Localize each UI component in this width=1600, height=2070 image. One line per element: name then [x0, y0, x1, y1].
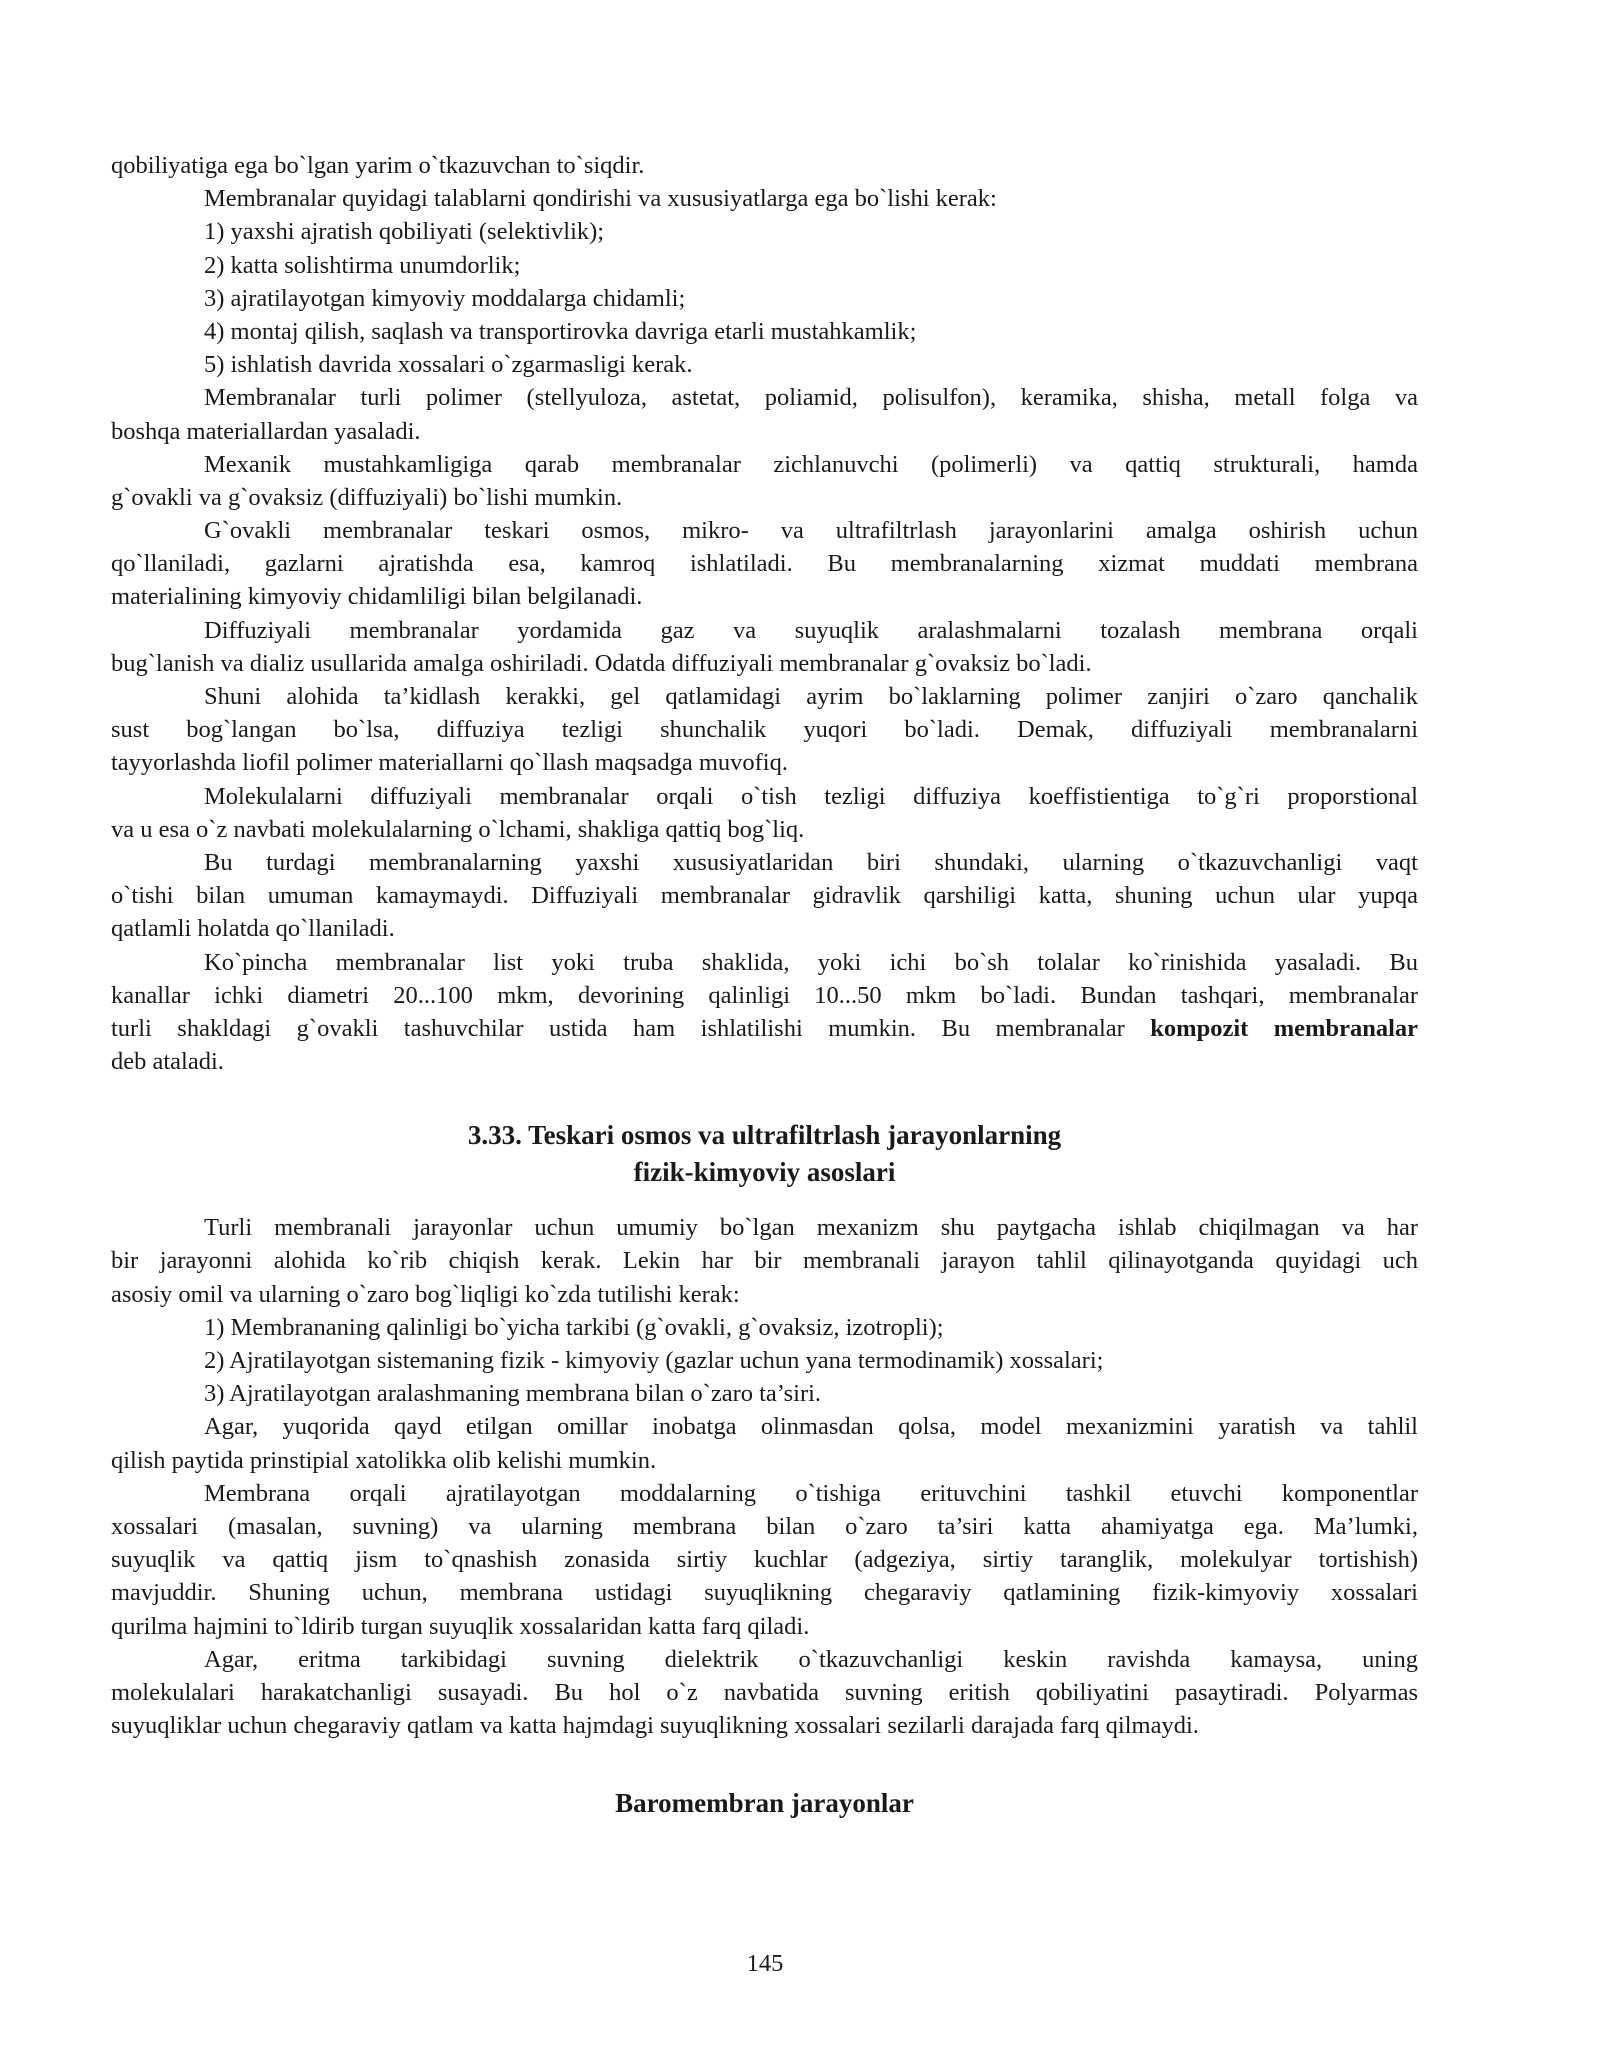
paragraph-line: Bu turdagi membranalarning yaxshi xususiyatlaridan biri shundaki, ularning o`tkazuvchanligi vaqt	[204, 848, 1418, 876]
paragraph-line: g`ovakli va g`ovaksiz (diffuziyali) bo`lishi mumkin.	[111, 483, 623, 511]
list-item: 3) Ajratilayotgan aralashmaning membrana bilan o`zaro ta’siri.	[204, 1380, 822, 1408]
paragraph-line	[111, 1012, 1418, 1045]
list-item: 3) ajratilayotgan kimyoviy moddalarga chidamli;	[204, 284, 686, 312]
paragraph-line: Membrana orqali ajratilayotgan moddalarning o`tishiga erituvchini tashkil etuvchi komponentlar	[204, 1479, 1418, 1507]
list-item: 1) yaxshi ajratish qobiliyati (selektivlik);	[204, 218, 605, 246]
subsection-title: Baromembran jarayonlar	[615, 1788, 914, 1819]
page-body	[111, 149, 1418, 1822]
paragraph-line: deb ataladi.	[111, 1048, 224, 1076]
list-item: 5) ishlatish davrida xossalari o`zgarmasligi kerak.	[204, 351, 693, 379]
list-item: 1) Membrananing qalinligi bo`yicha tarkibi (g`ovakli, g`ovaksiz, izotropli);	[204, 1313, 944, 1341]
paragraph-line: va u esa o`z navbati molekulalarning o`lchami, shakliga qattiq bog`liq.	[111, 815, 805, 843]
paragraph-line: qobiliyatiga ega bo`lgan yarim o`tkazuvchan to`siqdir.	[111, 152, 645, 179]
paragraph-line: Mexanik mustahkamligiga qarab membranalar zichlanuvchi (polimerli) va qattiq strukturali, hamda	[204, 450, 1418, 478]
paragraph-line: Turli membranali jarayonlar uchun umumiy bo`lgan mexanizm shu paytgacha ishlab chiqilmagan va har	[204, 1214, 1418, 1242]
requirements-list	[111, 215, 1418, 381]
paragraph-line: sust bog`langan bo`lsa, diffuziya tezligi shunchalik yuqori bo`ladi. Demak, diffuziyali membranalarni	[111, 716, 1418, 744]
paragraph-line: Agar, eritma tarkibidagi suvning dielektrik o`tkazuvchanligi keskin ravishda kamaysa, uning	[204, 1645, 1418, 1673]
list-item: 4) montaj qilish, saqlash va transportirovka davriga etarli mustahkamlik;	[204, 317, 917, 345]
paragraph-line: tayyorlashda liofil polimer materiallarni qo`llash maqsadga muvofiq.	[111, 749, 788, 777]
paragraph-line: bir jarayonni alohida ko`rib chiqish kerak. Lekin har bir membranali jarayon tahlil qilinayotganda quyidagi uch	[111, 1247, 1418, 1275]
paragraph-line: Diffuziyali membranalar yordamida gaz va suyuqlik aralashmalarni tozalash membrana orqali	[204, 616, 1418, 644]
paragraph-line: mavjuddir. Shuning uchun, membrana ustidagi suyuqlikning chegaraviy qatlamining fizik-kimyoviy xossalari	[111, 1579, 1418, 1607]
factors-list	[111, 1311, 1418, 1411]
paragraph-turli	[111, 1211, 1418, 1311]
bold-term: kompozit membranalar	[1150, 1014, 1419, 1042]
page-number: 145	[746, 1950, 784, 1977]
paragraph-line: kanallar ichki diametri 20...100 mkm, devorining qalinligi 10...50 mkm bo`ladi. Bundan tashqari, membranalar	[111, 981, 1418, 1009]
paragraph-agar2	[111, 1643, 1418, 1743]
paragraph-line: qilish paytida prinstipial xatolikka olib kelishi mumkin.	[111, 1446, 657, 1474]
paragraph-govakli	[111, 514, 1418, 614]
list-item: 2) Ajratilayotgan sistemaning fizik - kimyoviy (gazlar uchun yana termodinamik) xossalari;	[204, 1347, 1104, 1374]
paragraph-line: suyuqliklar uchun chegaraviy qatlam va katta hajmdagi suyuqlikning xossalari sezilarli darajada farq qilmaydi.	[111, 1712, 1199, 1740]
paragraph-line: molekulalari harakatchanligi susayadi. Bu hol o`z navbatida suvning eritish qobiliyatini pasaytiradi. Polyarmas	[111, 1678, 1418, 1706]
paragraph-text: turli shakldagi g`ovakli tashuvchilar ustida ham ishlatilishi mumkin. Bu membranalar	[111, 1014, 1125, 1042]
section-title: fizik-kimyoviy asoslari	[633, 1157, 896, 1188]
paragraph-line: qo`llaniladi, gazlarni ajratishda esa, kamroq ishlatiladi. Bu membranalarning xizmat muddati membrana	[111, 550, 1418, 578]
paragraph-line: asosiy omil va ularning o`zaro bog`liqligi ko`zda tutilishi kerak:	[111, 1280, 740, 1308]
paragraph-line: Agar, yuqorida qayd etilgan omillar inobatga olinmasdan qolsa, model mexanizmini yaratish va tahlil	[204, 1413, 1418, 1441]
paragraph-shuni	[111, 680, 1418, 780]
list-item: 2) katta solishtirma unumdorlik;	[204, 251, 521, 279]
paragraph-diffuziyali	[111, 614, 1418, 680]
paragraph-mexanik	[111, 448, 1418, 514]
paragraph-bu-turdagi	[111, 846, 1418, 946]
paragraph-line: qurilma hajmini to`ldirib turgan suyuqlik xossalaridan katta farq qiladi.	[111, 1612, 810, 1640]
paragraph-line: bug`lanish va dializ usullarida amalga oshiriladi. Odatda diffuziyali membranalar g`ovaksiz bo`ladi.	[111, 649, 1092, 677]
paragraph-line: Molekulalarni diffuziyali membranalar orqali o`tish tezligi diffuziya koeffistientiga to`g`ri proporstional	[204, 782, 1418, 810]
paragraph-line: materialining kimyoviy chidamliligi bilan belgilanadi.	[111, 583, 643, 611]
paragraph-line: xossalari (masalan, suvning) va ularning membrana bilan o`zaro ta’siri katta ahamiyatga ega. Ma’lumki,	[111, 1512, 1418, 1540]
paragraph-line: Membranalar turli polimer (stellyuloza, astetat, poliamid, polisulfon), keramika, shisha, metall folga va	[204, 384, 1418, 412]
paragraph-membrana-orqali	[111, 1477, 1418, 1643]
section-title: 3.33. Teskari osmos va ultrafiltrlash jarayonlarning	[467, 1120, 1062, 1151]
paragraph-line: o`tishi bilan umuman kamaymaydi. Diffuziyali membranalar gidravlik qarshiligi katta, shuning uchun ular yupqa	[111, 882, 1418, 910]
paragraph-line: boshqa materiallardan yasaladi.	[111, 417, 421, 445]
paragraph-line: G`ovakli membranalar teskari osmos, mikro- va ultrafiltrlash jarayonlarini amalga oshirish uchun	[204, 517, 1418, 545]
paragraph-line: Membranalar quyidagi talablarni qondirishi va xususiyatlarga ega bo`lishi kerak:	[204, 185, 997, 213]
paragraph-line: suyuqlik va qattiq jism to`qnashish zonasida sirtiy kuchlar (adgeziya, sirtiy taranglik, molekulyar tortishish)	[111, 1546, 1418, 1574]
paragraph-molekula	[111, 780, 1418, 846]
paragraph-line: Shuni alohida ta’kidlash kerakki, gel qatlamidagi ayrim bo`laklarning polimer zanjiri o`zaro qanchalik	[204, 683, 1418, 710]
paragraph-line: Ko`pincha membranalar list yoki truba shaklida, yoki ichi bo`sh tolalar ko`rinishida yasaladi. Bu	[204, 948, 1418, 976]
paragraph-kopincha	[111, 946, 1418, 1079]
paragraph-agar1	[111, 1410, 1418, 1476]
paragraph-materials	[111, 381, 1418, 447]
paragraph-line: qatlamli holatda qo`llaniladi.	[111, 915, 395, 943]
